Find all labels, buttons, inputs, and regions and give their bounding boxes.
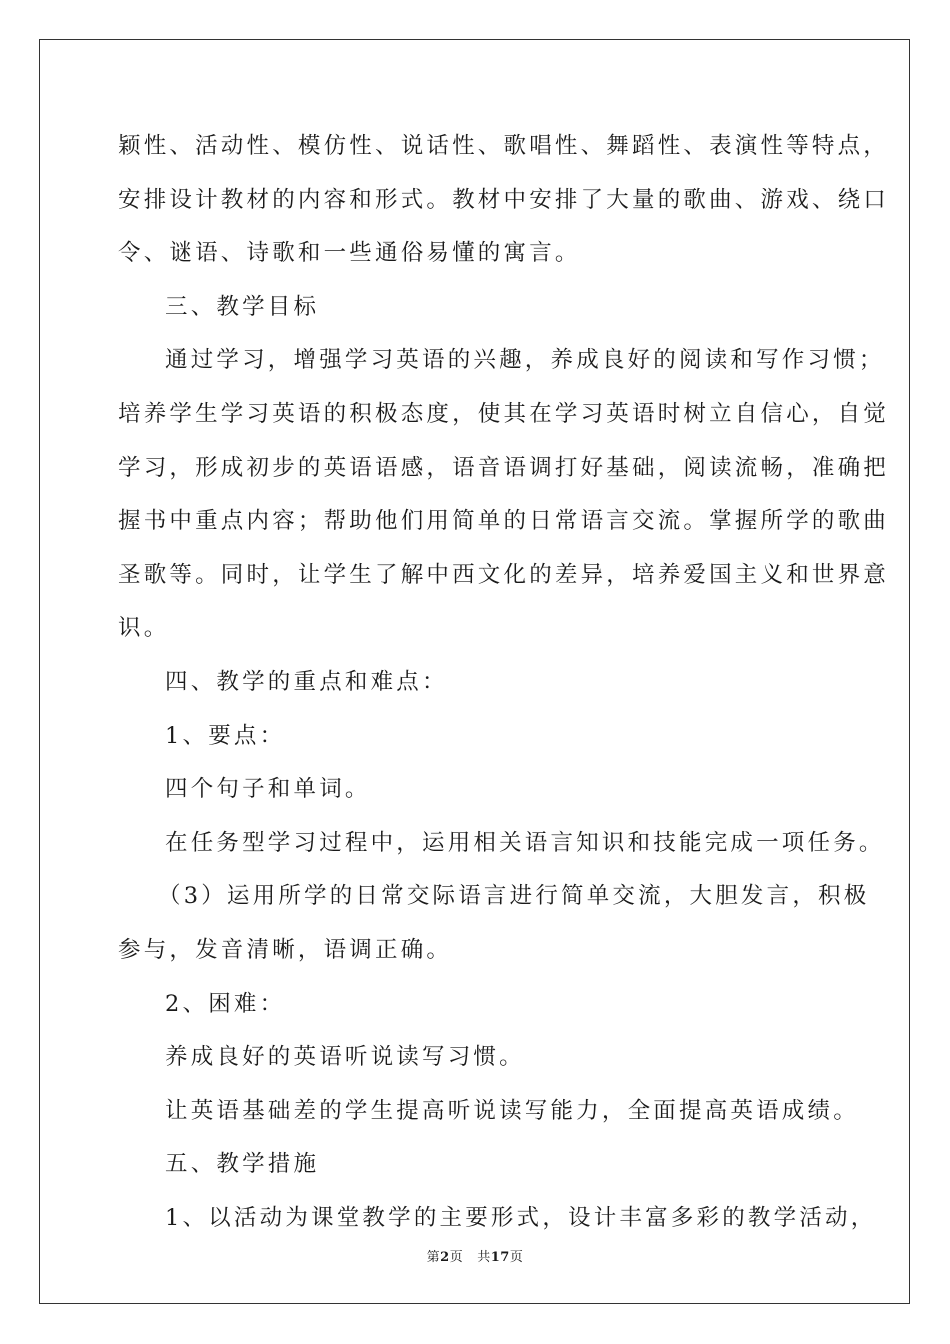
text-line: 颖性、活动性、模仿性、说话性、歌唱性、舞蹈性、表演性等特点， [118, 133, 890, 159]
document-body [118, 128, 890, 1253]
text-line: 安排设计教材的内容和形式。教材中安排了大量的歌曲、游戏、绕口 [118, 186, 890, 213]
text-line: 1、以活动为课堂教学的主要形式，设计丰富多彩的教学活动， [165, 1204, 877, 1231]
section-heading: 三、教学目标 [165, 293, 320, 320]
text-line: 四个句子和单词。 [165, 776, 371, 803]
text-line: 识。 [118, 615, 170, 642]
text-line: （3）运用所学的日常交际语言进行简单交流，大胆发言，积极 [158, 883, 870, 910]
subsection-heading: 1、要点： [165, 722, 286, 749]
section-heading: 四、教学的重点和难点： [165, 668, 448, 695]
total-suffix: 页 [509, 1250, 524, 1265]
page-number: 2 [440, 1250, 450, 1265]
section-heading: 五、教学措施 [165, 1151, 320, 1178]
page-suffix: 页 [449, 1250, 464, 1265]
total-pages: 17 [490, 1250, 510, 1265]
page-prefix: 第 [426, 1250, 441, 1265]
text-line: 学习，形成初步的英语语感，语音语调打好基础，阅读流畅，准确把 [118, 454, 890, 481]
text-line: 通过学习，增强学习英语的兴趣，养成良好的阅读和写作习惯； [165, 347, 885, 374]
text-line: 圣歌等。同时，让学生了解中西文化的差异，培养爱国主义和世界意 [118, 561, 890, 588]
text-line: 养成良好的英语听说读写习惯。 [165, 1044, 525, 1071]
text-line: 握书中重点内容；帮助他们用简单的日常语言交流。掌握所学的歌曲 [118, 508, 890, 535]
text-line: 让英语基础差的学生提高听说读写能力，全面提高英语成绩。 [165, 1097, 859, 1124]
page-footer [0, 1246, 950, 1265]
text-line: 培养学生学习英语的积极态度，使其在学习英语时树立自信心，自觉 [118, 400, 890, 427]
text-line: 参与，发音清晰，语调正确。 [118, 936, 453, 963]
text-line: 令、谜语、诗歌和一些通俗易懂的寓言。 [118, 240, 581, 267]
text-line: 在任务型学习过程中，运用相关语言知识和技能完成一项任务。 [165, 829, 885, 856]
total-prefix: 共 [477, 1250, 491, 1265]
subsection-heading: 2、困难： [165, 990, 286, 1017]
